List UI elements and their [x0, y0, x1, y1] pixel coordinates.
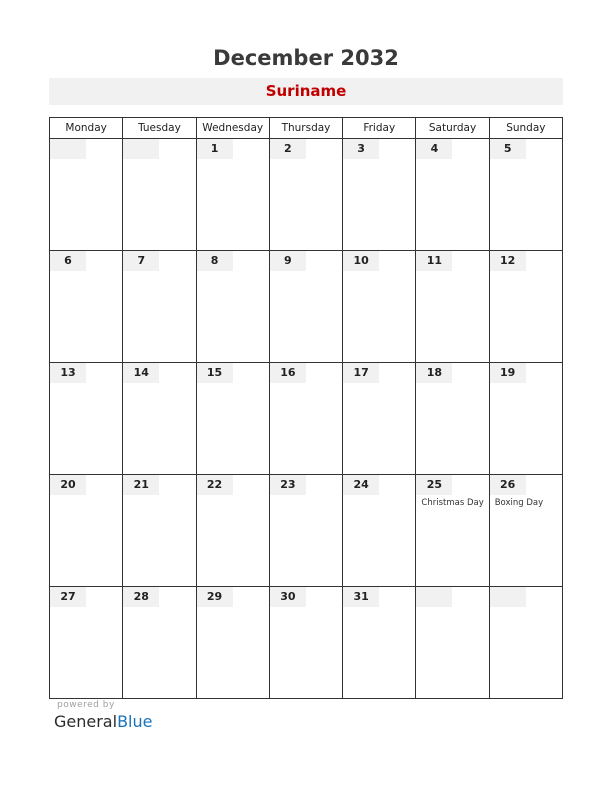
day-number: 23: [270, 475, 306, 495]
day-number: 8: [197, 251, 233, 271]
country-name: Suriname: [265, 82, 347, 100]
weekday-header-row: [50, 118, 563, 139]
day-number: 21: [123, 475, 159, 495]
calendar-day-cell: [269, 363, 342, 475]
day-number: 12: [490, 251, 526, 271]
calendar-day-cell: [196, 363, 269, 475]
calendar-day-cell: [489, 363, 562, 475]
calendar-day-cell: [123, 363, 196, 475]
day-number: 26: [490, 475, 526, 495]
day-number: [123, 139, 159, 159]
calendar-day-cell: [416, 587, 489, 699]
calendar-day-cell: [123, 139, 196, 251]
calendar-day-cell: [343, 363, 416, 475]
day-number: 7: [123, 251, 159, 271]
calendar-day-cell: [489, 139, 562, 251]
calendar-day-cell: [416, 363, 489, 475]
calendar-grid: [49, 117, 563, 699]
country-banner: [49, 78, 563, 105]
calendar-day-cell: [416, 475, 489, 587]
calendar-day-cell: [50, 587, 123, 699]
day-number: 31: [343, 587, 379, 607]
calendar-day-cell: [196, 475, 269, 587]
calendar-day-cell: [196, 139, 269, 251]
day-number: 3: [343, 139, 379, 159]
calendar-title: December 2032: [213, 46, 399, 70]
calendar-body: [50, 139, 563, 699]
day-number: 13: [50, 363, 86, 383]
day-number: 30: [270, 587, 306, 607]
calendar-day-cell: [269, 139, 342, 251]
calendar-day-cell: [416, 251, 489, 363]
day-number: 9: [270, 251, 306, 271]
calendar-day-cell: [489, 251, 562, 363]
calendar-day-cell: [196, 587, 269, 699]
brand-name-part1: General: [54, 712, 118, 731]
day-number: 2: [270, 139, 306, 159]
day-number: 22: [197, 475, 233, 495]
calendar-week-row: [50, 475, 563, 587]
day-number: 11: [416, 251, 452, 271]
calendar-day-cell: [50, 475, 123, 587]
day-number: 29: [197, 587, 233, 607]
day-number: 20: [50, 475, 86, 495]
weekday-header: Tuesday: [123, 118, 196, 139]
calendar-day-cell: [343, 587, 416, 699]
day-number: 14: [123, 363, 159, 383]
calendar-day-cell: [269, 475, 342, 587]
day-number: 6: [50, 251, 86, 271]
calendar-day-cell: [343, 139, 416, 251]
holiday-label: Christmas Day: [421, 498, 484, 508]
weekday-header: Sunday: [489, 118, 562, 139]
day-number: 28: [123, 587, 159, 607]
day-number: [416, 587, 452, 607]
calendar-day-cell: [489, 587, 562, 699]
calendar-day-cell: [416, 139, 489, 251]
calendar-week-row: [50, 251, 563, 363]
day-number: 5: [490, 139, 526, 159]
weekday-header: Wednesday: [196, 118, 269, 139]
day-number: 25: [416, 475, 452, 495]
calendar-week-row: [50, 363, 563, 475]
calendar-week-row: [50, 139, 563, 251]
holiday-label: Boxing Day: [494, 498, 544, 508]
day-number: 4: [416, 139, 452, 159]
calendar-day-cell: [123, 475, 196, 587]
weekday-header: Monday: [50, 118, 123, 139]
calendar-day-cell: [123, 251, 196, 363]
day-number: 18: [416, 363, 452, 383]
calendar-week-row: [50, 587, 563, 699]
calendar-day-cell: [50, 139, 123, 251]
day-number: 1: [197, 139, 233, 159]
brand-name-part2: Blue: [117, 712, 153, 731]
calendar-day-cell: [269, 251, 342, 363]
calendar-day-cell: [269, 587, 342, 699]
day-number: 17: [343, 363, 379, 383]
day-number: 10: [343, 251, 379, 271]
weekday-header: Friday: [343, 118, 416, 139]
calendar-day-cell: [123, 587, 196, 699]
weekday-header: Thursday: [269, 118, 342, 139]
powered-by-label: powered by: [57, 700, 115, 710]
day-number: 24: [343, 475, 379, 495]
calendar-day-cell: [489, 475, 562, 587]
weekday-header: Saturday: [416, 118, 489, 139]
day-number: 16: [270, 363, 306, 383]
calendar-day-cell: [196, 251, 269, 363]
day-number: 27: [50, 587, 86, 607]
calendar-day-cell: [343, 251, 416, 363]
day-number: 19: [490, 363, 526, 383]
calendar-day-cell: [343, 475, 416, 587]
brand-logo: [54, 712, 152, 731]
day-number: [490, 587, 526, 607]
calendar-day-cell: [50, 363, 123, 475]
day-number: [50, 139, 86, 159]
calendar-day-cell: [50, 251, 123, 363]
day-number: 15: [197, 363, 233, 383]
